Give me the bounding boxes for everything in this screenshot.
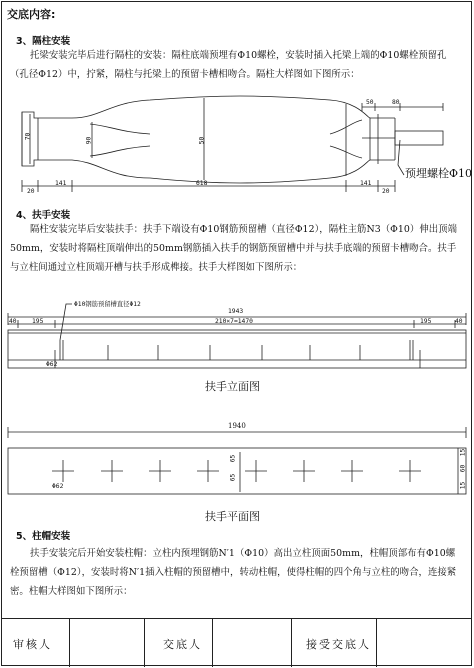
receiver-label: 接受交底人 [306,638,371,651]
page-title: 交底内容: [7,8,56,21]
plan-right-dim-2: 60 [459,464,467,473]
elev-dim-left: 40 [9,318,17,325]
dim-top-80: 80 [392,99,400,106]
dim-bottom-141-right: 141 [360,180,372,187]
plan-right-dim-1: 15 [459,448,467,457]
elev-dim-r2: 195 [420,318,432,325]
section4-paragraph: 隔柱安装完毕后安装扶手：扶手下端设有Φ10钢筋预留槽（直径Φ12），隔柱主筋N3（Φ10）伸出顶端50mm，安装时将隔柱顶端伸出的50mm钢筋插入扶手的钢筋预留槽中并与扶手底端的预留卡槽吻合。扶手与立柱间通过立柱顶端开槽与扶手形成榫接。扶手大样图如下图所示： [10,224,458,273]
elev-dim-l2: 195 [32,318,44,325]
dim-bottom-618: 618 [196,180,208,187]
section3-paragraph: 托梁安装完毕后进行隔柱的安装：隔柱底端预埋有Φ10螺栓，安装时插入托梁上端的Φ10螺栓预留孔（孔径Φ12）中，拧紧，隔柱与托梁上的预留卡槽相吻合。隔柱大样图如下图所示： [10,50,447,80]
reviewer-label: 审核人 [13,638,52,651]
rebar-slot-note: Φ10钢筋预留槽直径Φ12 [74,301,141,308]
dim-bottom-20-left: 20 [27,188,35,195]
bolt-label: 预埋螺栓Φ10 [405,167,473,180]
plan-hole-label: Φ62 [52,483,64,490]
plan-side-dim-2: 65 [229,473,237,482]
reviewer-cell [69,619,70,667]
plan-side-dim-1: 65 [229,454,237,463]
dim-bottom-20-right: 20 [382,188,390,195]
discloser-cell [212,619,213,667]
discloser-label-cell [144,619,145,667]
plan-right-dim-3: 15 [459,481,467,490]
elev-dim-mid: 210×7=1470 [215,318,253,325]
dim-bottom-141-left: 141 [55,180,67,187]
section4-heading: 4、扶手安装 [16,210,71,221]
signature-row [1,618,472,667]
plan-caption: 扶手平面图 [205,510,260,523]
elevation-caption: 扶手立面图 [205,380,260,393]
discloser-label: 交底人 [163,638,202,651]
side-label-90: 90 [85,136,93,145]
section5-heading: 5、柱帽安装 [16,531,71,542]
section3-heading: 3、隔柱安装 [16,36,71,47]
plan-hole-marks [52,460,421,482]
section5-paragraph: 扶手安装完后开始安装柱帽：立柱内预埋钢筋N′1（Φ10）高出立柱顶面50mm，柱帽顶部布有Φ10螺栓预留槽（Φ12），安装时将N′1插入柱帽的预留槽中，转动柱帽，使得柱帽的四个角与立柱的吻合，连接紧密。柱帽大样图如下图所示： [10,548,457,597]
plan-dim-total: 1940 [228,422,246,430]
side-label-50: 50 [198,136,206,145]
receiver-label-cell [291,619,292,667]
side-label-70: 70 [24,132,32,141]
elev-dim-total: 1943 [228,308,244,315]
elev-dim-right: 40 [455,318,463,325]
elev-hole-label: Φ62 [46,361,58,368]
dim-top-50: 50 [366,99,374,106]
receiver-cell [376,619,377,667]
